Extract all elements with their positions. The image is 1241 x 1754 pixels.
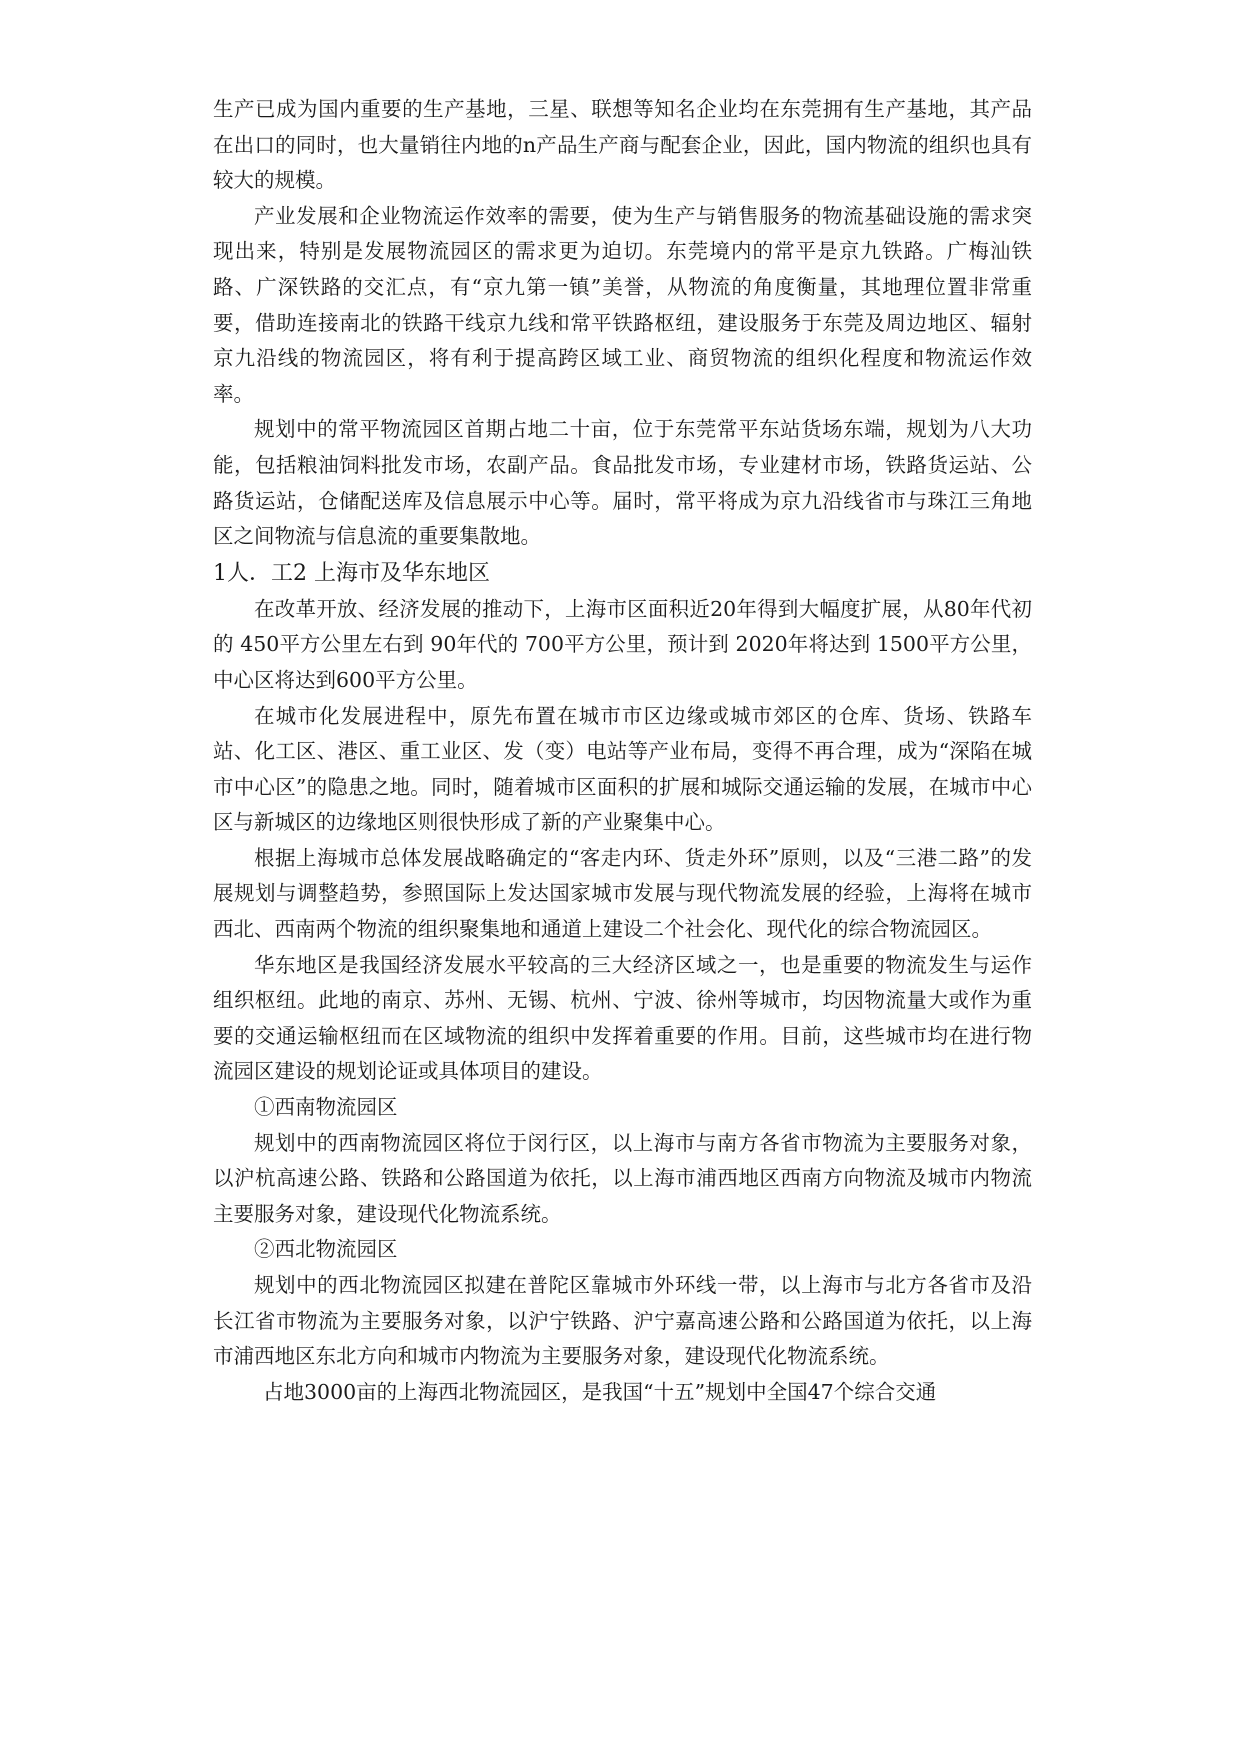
paragraph-3: 规划中的常平物流园区首期占地二十亩，位于东莞常平东站货场东端，规划为八大功能，包括粮油饲料批发市场，农副产品。食品批发市场，专业建材市场，铁路货运站、公路货运站，仓储配送库及信息展示中心等。届时，常平将成为京九沿线省市与珠江三角地区之间物流与信息流的重要集散地。 [213,417,1032,549]
paragraph-7: 华东地区是我国经济发展水平较高的三大经济区域之一，也是重要的物流发生与运作组织枢纽。此地的南京、苏州、无锡、杭州、宁波、徐州等城市，均因物流量大或作为重要的交通运输枢纽而在区域物流的组织中发挥着重要的作用。目前，这些城市均在进行物流园区建设的规划论证或具体项目的建设。 [213,952,1032,1084]
paragraph-9: 规划中的西北物流园区拟建在普陀区靠城市外环线一带，以上海市与北方各省市及沿长江省市物流为主要服务对象，以沪宁铁路、沪宁嘉高速公路和公路国道为依托，以上海市浦西地区东北方向和城市内物流为主要服务对象，建设现代化物流系统。 [213,1273,1032,1369]
paragraph-2: 产业发展和企业物流运作效率的需要，使为生产与销售服务的物流基础设施的需求突现出来，特别是发展物流园区的需求更为迫切。东莞境内的常平是京九铁路。广梅汕铁路、广深铁路的交汇点，有“京九第一镇”美誉，从物流的角度衡量，其地理位置非常重要，借助连接南北的铁路干线京九线和常平铁路枢纽，建设服务于东莞及周边地区、辐射京九沿线的物流园区，将有利于提高跨区域工业、商贸物流的组织化程度和物流运作效率。 [213,203,1032,406]
text-body [213,92,1032,1410]
subsection-northwest: ②西北物流园区 [254,1237,398,1262]
paragraph-1: 生产已成为国内重要的生产基地，三星、联想等知名企业均在东莞拥有生产基地，其产品在出口的同时，也大量销往内地的n产品生产商与配套企业，因此，国内物流的组织也具有较大的规模。 [213,97,1032,193]
paragraph-8: 规划中的西南物流园区将位于闵行区，以上海市与南方各省市物流为主要服务对象，以沪杭高速公路、铁路和公路国道为依托，以上海市浦西地区西南方向物流及城市内物流主要服务对象，建设现代化物流系统。 [213,1130,1032,1226]
paragraph-5: 在城市化发展进程中，原先布置在城市市区边缘或城市郊区的仓库、货场、铁路车站、化工区、港区、重工业区、发（变）电站等产业布局，变得不再合理，成为“深陷在城市中心区”的隐患之地。同时，随着城市区面积的扩展和城际交通运输的发展，在城市中心区与新城区的边缘地区则很快形成了新的产业聚集中心。 [213,703,1032,835]
subsection-southwest: ①西南物流园区 [254,1095,398,1120]
section-heading: 1人．工2 上海市及华东地区 [213,560,490,586]
paragraph-6: 根据上海城市总体发展战略确定的“客走内环、货走外环”原则，以及“三港二路”的发展规划与调整趋势，参照国际上发达国家城市发展与现代物流发展的经验，上海将在城市西北、西南两个物流的组织聚集地和通道上建设二个社会化、现代化的综合物流园区。 [213,845,1032,942]
paragraph-10: 占地3000亩的上海西北物流园区，是我国“十五”规划中全国47个综合交通 [263,1379,937,1404]
paragraph-4: 在改革开放、经济发展的推动下，上海市区面积近20年得到大幅度扩展，从80年代初的 450平方公里左右到 90年代的 700平方公里，预计到 2020年将达到 1500平方公里，中心区将达到600平方公里。 [213,596,1032,692]
